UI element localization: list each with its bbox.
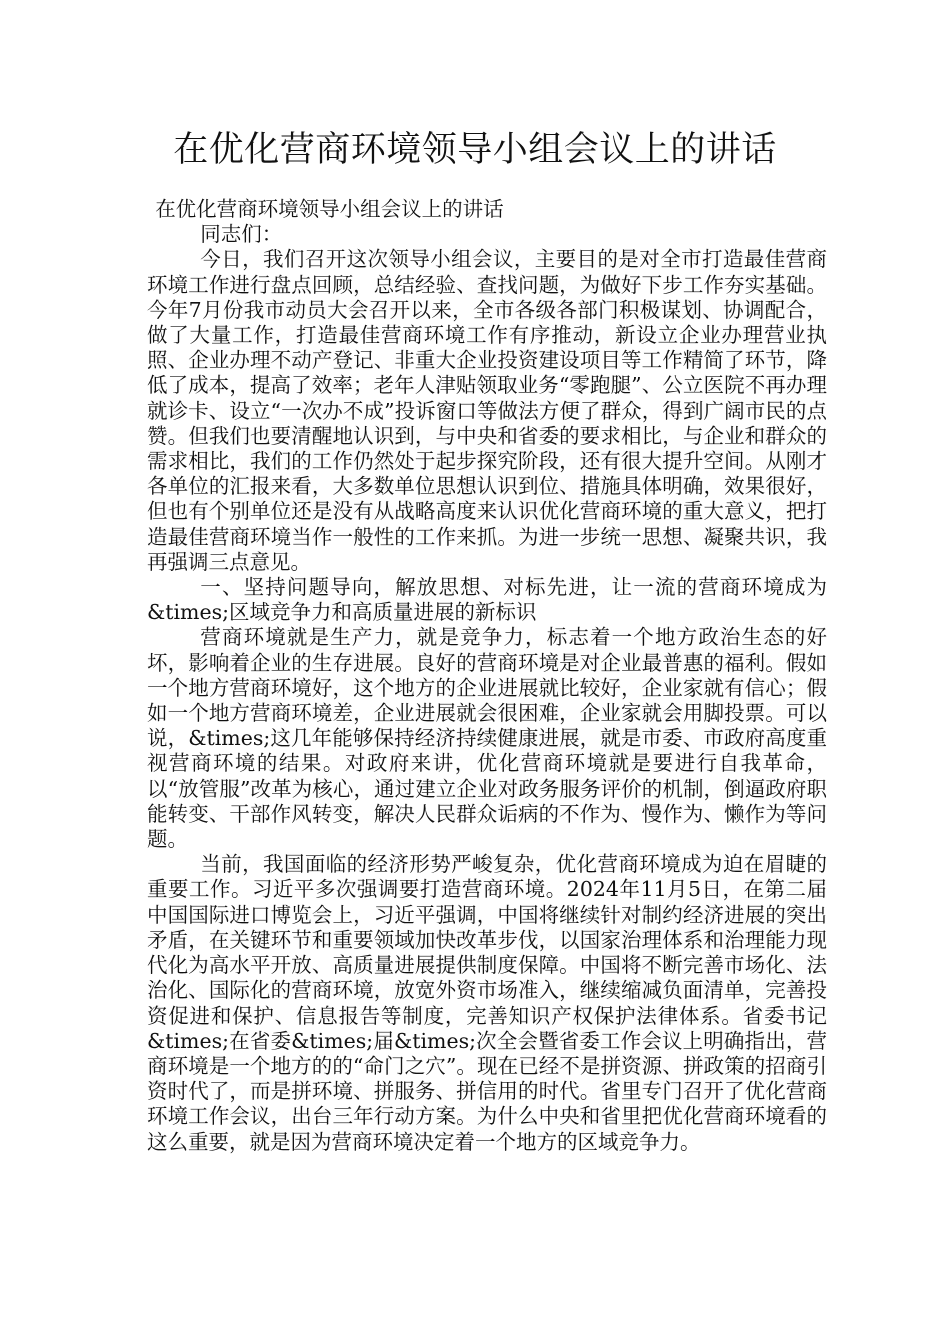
- paragraph-intro: 今日，我们召开这次领导小组会议，主要目的是对全市打造最佳营商环境工作进行盘点回顾，总结经验、查找问题，为做好下步工作夯实基础。今年7月份我市动员大会召开以来，全市各级各部门积极谋划、协调配合，做了大量工作，打造最佳营商环境工作有序推动，新设立企业办理营业执照、企业办理不动产登记、非重大企业投资建设项目等工作精简了环节，降低了成本，提高了效率；老年人津贴领取业务“零跑腿”、公立医院不再办理就诊卡、设立“一次办不成”投诉窗口等做法方便了群众，得到广阔市民的点赞。但我们也要清醒地认识到，与中央和省委的要求相比，与企业和群众的需求相比，我们的工作仍然处于起步探究阶段，还有很大提升空间。从刚才各单位的汇报来看，大多数单位思想认识到位、措施具体明确，效果很好，但也有个别单位还是没有从战略高度来认识优化营商环境的重大意义，把打造最佳营商环境当作一般性的工作来抓。为进一步统一思想、凝聚共识，我再强调三点意见。: [147, 247, 827, 574]
- section-heading-1: 一、坚持问题导向，解放思想、对标先进，让一流的营商环境成为&times;区域竞争力和高质量进展的新标识: [147, 575, 827, 625]
- document-subtitle: 在优化营商环境领导小组会议上的讲话: [155, 197, 504, 221]
- document-body: [147, 197, 827, 1155]
- salutation: 同志们：: [200, 222, 283, 247]
- paragraph-current-situation: 当前，我国面临的经济形势严峻复杂，优化营商环境成为迫在眉睫的重要工作。习近平多次强调要打造营商环境。2024年11月5日，在第二届中国国际进口博览会上，习近平强调，中国将继续针对制约经济进展的突出矛盾，在关键环节和重要领域加快改革步伐，以国家治理体系和治理能力现代化为高水平开放、高质量进展提供制度保障。中国将不断完善市场化、法治化、国际化的营商环境，放宽外资市场准入，继续缩减负面清单，完善投资促进和保护、信息报告等制度，完善知识产权保护法律体系。省委书记&times;在省委&times;届&times;次全会暨省委工作会议上明确指出，营商环境是一个地方的的“命门之穴”。现在已经不是拼资源、拼政策的招商引资时代了，而是拼环境、拼服务、拼信用的时代。省里专门召开了优化营商环境工作会议，出台三年行动方案。为什么中央和省里把优化营商环境看的这么重要，就是因为营商环境决定着一个地方的区域竞争力。: [147, 852, 827, 1154]
- paragraph-business-environment: 营商环境就是生产力，就是竞争力，标志着一个地方政治生态的好坏，影响着企业的生存进展。良好的营商环境是对企业最普惠的福利。假如一个地方营商环境好，这个地方的企业进展就比较好，企业家就有信心；假如一个地方营商环境差，企业进展就会很困难，企业家就会用脚投票。可以说，&times;这几年能够保持经济持续健康进展，就是市委、市政府高度重视营商环境的结果。对政府来讲，优化营商环境就是要进行自我革命，以“放管服”改革为核心，通过建立企业对政务服务评价的机制，倒逼政府职能转变、干部作风转变，解决人民群众诟病的不作为、慢作为、懒作为等问题。: [147, 625, 827, 852]
- document-title: 在优化营商环境领导小组会议上的讲话: [173, 130, 777, 170]
